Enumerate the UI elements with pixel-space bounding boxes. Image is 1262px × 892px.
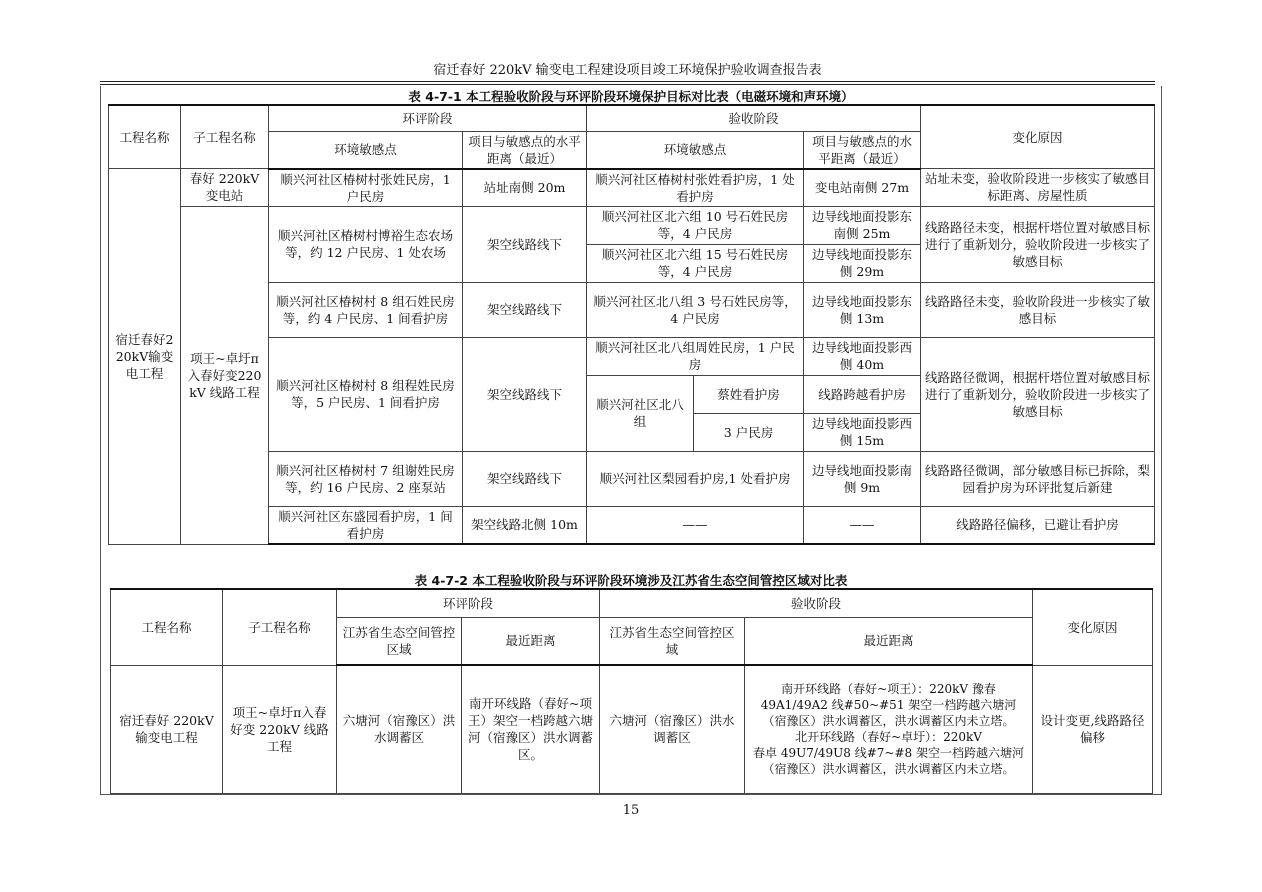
t1-g3-eia-distance: 架空线路线下	[463, 337, 587, 451]
t2-eia-distance: 南开环线路（春好~项王）架空一档跨越六塘河（宿豫区）洪水调蓄区。	[462, 665, 600, 793]
t1-g4-acc-distance: 边导线地面投影南侧 9m	[804, 451, 921, 506]
t1-header-sub-project-name: 子工程名称	[181, 105, 269, 169]
t1-g1-acc1-distance: 边导线地面投影东南侧 25m	[804, 206, 921, 244]
t2-acc-distance-line: 49A1/49A2 线#50~#51 架空一档跨越六塘河（宿豫区）洪水调蓄区，洪水调蓄区内未立塔。	[760, 698, 1017, 729]
t2-header-acc-area: 江苏省生态空间管控区域	[600, 617, 745, 665]
t2-acc-distance-line: 春卓 49U7/49U8 线#7~#8 架空一档跨越六塘河（宿豫区）洪水调蓄区，洪水调蓄区内未立塔。	[753, 746, 1024, 777]
t1-g4-reason: 线路路径微调，部分敏感目标已拆除，梨园看护房为环评批复后新建	[921, 451, 1155, 506]
t1-header-eia-distance: 项目与敏感点的水平距离（最近）	[463, 131, 587, 169]
t1-header-project-name: 工程名称	[109, 105, 181, 169]
t1-g3-acc3-distance: 边导线地面投影西侧 15m	[804, 413, 921, 451]
t1-header-acceptance-stage: 验收阶段	[587, 105, 921, 131]
page-number: 15	[622, 803, 640, 818]
t1-g3-acc2-sensitive: 蔡姓看护房	[694, 375, 804, 413]
t1-g3-acc2-distance: 线路跨越看护房	[804, 375, 921, 413]
t1-g1-eia-distance: 架空线路线下	[463, 206, 587, 282]
header-rule	[100, 81, 1155, 82]
header-rule	[100, 84, 1155, 85]
t2-acc-area: 六塘河（宿豫区）洪水调蓄区	[600, 665, 745, 793]
t1-g5-eia-distance: 架空线路北侧 10m	[463, 506, 587, 544]
t1-substation-acc-distance: 变电站南侧 27m	[804, 169, 921, 207]
t1-header-eia-stage: 环评阶段	[269, 105, 587, 131]
t1-g3-acc1-sensitive: 顺兴河社区北八组周姓民房，1 户民房	[587, 337, 804, 375]
t1-g1-acc2-sensitive: 顺兴河社区北六组 15 号石姓民房等，4 户民房	[587, 244, 804, 282]
t1-g1-acc2-distance: 边导线地面投影东侧 29m	[804, 244, 921, 282]
t1-g1-eia-sensitive: 顺兴河社区椿树村博裕生态农场等，约 12 户民房、1 处农场	[269, 206, 463, 282]
t1-g3-reason: 线路路径微调，根据杆塔位置对敏感目标进行了重新划分，验收阶段进一步核实了敏感目标	[921, 337, 1155, 451]
t1-header-acc-sensitive: 环境敏感点	[587, 131, 804, 169]
t1-header-eia-sensitive: 环境敏感点	[269, 131, 463, 169]
t1-g1-acc1-sensitive: 顺兴河社区北六组 10 号石姓民房等，4 户民房	[587, 206, 804, 244]
t2-project-name: 宿迁春好 220kV 输变电工程	[111, 665, 223, 793]
t1-substation-eia-sensitive: 顺兴河社区椿树村张姓民房，1 户民房	[269, 169, 463, 207]
t1-g2-acc-distance: 边导线地面投影东侧 13m	[804, 282, 921, 337]
table2	[110, 588, 1153, 794]
t1-substation-acc-sensitive: 顺兴河社区椿树村张姓看护房，1 处看护房	[587, 169, 804, 207]
t2-acc-distance-line: 北开环线路（春好~卓圩）：220kV	[795, 730, 982, 745]
t1-g1-reason: 线路路径未变，根据杆塔位置对敏感目标进行了重新划分，验收阶段进一步核实了敏感目标	[921, 206, 1155, 282]
document-header: 宿迁春好 220kV 输变电工程建设项目竣工环境保护验收调查报告表	[433, 63, 822, 78]
t1-header-change-reason: 变化原因	[921, 105, 1155, 169]
t1-substation-eia-distance: 站址南侧 20m	[463, 169, 587, 207]
t2-header-eia-stage: 环评阶段	[337, 589, 600, 617]
table1	[108, 104, 1155, 545]
t2-header-acceptance-stage: 验收阶段	[600, 589, 1033, 617]
t1-g5-reason: 线路路径偏移，已避让看护房	[921, 506, 1155, 544]
t2-header-acc-distance: 最近距离	[745, 617, 1033, 665]
t2-sub-project-name: 项王~卓圩π入春好变 220kV 线路工程	[223, 665, 337, 793]
t1-g3-acc1-distance: 边导线地面投影西侧 40m	[804, 337, 921, 375]
t2-eia-area: 六塘河（宿豫区）洪水调蓄区	[337, 665, 462, 793]
t1-g2-acc-sensitive: 顺兴河社区北八组 3 号石姓民房等，4 户民房	[587, 282, 804, 337]
t1-g5-eia-sensitive: 顺兴河社区东盛园看护房，1 间看护房	[269, 506, 463, 544]
t1-g4-acc-sensitive: 顺兴河社区梨园看护房,1 处看护房	[587, 451, 804, 506]
t1-g4-eia-sensitive: 顺兴河社区椿树村 7 组谢姓民房等，约 16 户民房、2 座泵站	[269, 451, 463, 506]
table1-title: 表 4-7-1 本工程验收阶段与环评阶段环境保护目标对比表（电磁环境和声环境）	[408, 89, 854, 104]
t1-g3-eia-sensitive: 顺兴河社区椿树村 8 组程姓民房等，5 户民房、1 间看护房	[269, 337, 463, 451]
t1-g2-eia-sensitive: 顺兴河社区椿树村 8 组石姓民房等，约 4 户民房、1 间看护房	[269, 282, 463, 337]
t1-line-sub-project: 项王~卓圩π入春好变220kV 线路工程	[181, 206, 269, 544]
t1-project-name: 宿迁春好220kV输变电工程	[109, 169, 181, 545]
t2-header-eia-distance: 最近距离	[462, 617, 600, 665]
table2-title: 表 4-7-2 本工程验收阶段与环评阶段环境涉及江苏省生态空间管控区域对比表	[414, 573, 848, 588]
t1-substation-sub-project: 春好 220kV 变电站	[181, 169, 269, 207]
t2-reason: 设计变更,线路路径偏移	[1033, 665, 1153, 793]
t1-g3-acc3-sensitive: 3 户民房	[694, 413, 804, 451]
t1-g3-acc-group: 顺兴河社区北八组	[587, 375, 694, 451]
t1-g2-eia-distance: 架空线路线下	[463, 282, 587, 337]
t1-g2-reason: 线路路径未变，验收阶段进一步核实了敏感目标	[921, 282, 1155, 337]
t2-acc-distance	[745, 665, 1033, 793]
t2-header-sub-project-name: 子工程名称	[223, 589, 337, 665]
t2-header-project-name: 工程名称	[111, 589, 223, 665]
t1-header-acc-distance: 项目与敏感点的水平距离（最近）	[804, 131, 921, 169]
t1-g5-acc-sensitive: ——	[587, 506, 804, 544]
t2-acc-distance-line: 南开环线路（春好~项王）：220kV 豫春	[781, 682, 996, 697]
t1-g4-eia-distance: 架空线路线下	[463, 451, 587, 506]
t2-header-eia-area: 江苏省生态空间管控区域	[337, 617, 462, 665]
t1-substation-reason: 站址未变，验收阶段进一步核实了敏感目标距离、房屋性质	[921, 169, 1155, 207]
t1-g5-acc-distance: ——	[804, 506, 921, 544]
t2-header-change-reason: 变化原因	[1033, 589, 1153, 665]
